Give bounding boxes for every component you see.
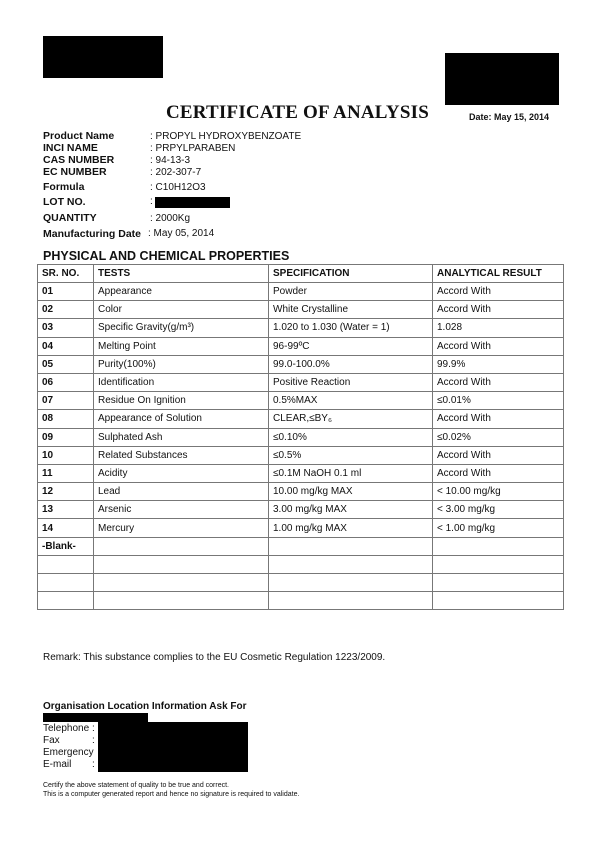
empty-cell bbox=[269, 537, 433, 555]
telephone-colon: : bbox=[92, 723, 95, 734]
result-cell: Accord With bbox=[433, 301, 564, 319]
empty-cell bbox=[94, 592, 269, 610]
spec-cell: ≤0.1M NaOH 0.1 ml bbox=[269, 464, 433, 482]
empty-cell bbox=[94, 537, 269, 555]
section-title: PHYSICAL AND CHEMICAL PROPERTIES bbox=[43, 249, 290, 263]
result-cell: Accord With bbox=[433, 464, 564, 482]
email-label: E-mail bbox=[43, 759, 72, 770]
empty-cell bbox=[38, 592, 94, 610]
empty-cell bbox=[94, 555, 269, 573]
spec-cell: ≤0.5% bbox=[269, 446, 433, 464]
table-header-row bbox=[38, 265, 564, 283]
sr-no-cell: 13 bbox=[38, 501, 94, 519]
cas-number-value: : 94-13-3 bbox=[150, 155, 191, 166]
table-row bbox=[38, 446, 564, 464]
table-row bbox=[38, 501, 564, 519]
test-cell: Arsenic bbox=[94, 501, 269, 519]
spec-cell: White Crystalline bbox=[269, 301, 433, 319]
result-cell: < 1.00 mg/kg bbox=[433, 519, 564, 537]
formula-value: : C10H12O3 bbox=[150, 182, 206, 193]
spec-cell: 96-99ºC bbox=[269, 337, 433, 355]
table-row bbox=[38, 319, 564, 337]
test-cell: Mercury bbox=[94, 519, 269, 537]
sr-no-cell: 03 bbox=[38, 319, 94, 337]
sr-no-cell: 08 bbox=[38, 410, 94, 428]
ec-number-value: : 202-307-7 bbox=[150, 167, 202, 178]
table-row-empty bbox=[38, 574, 564, 592]
table-row bbox=[38, 428, 564, 446]
result-cell: Accord With bbox=[433, 446, 564, 464]
table-row bbox=[38, 301, 564, 319]
test-cell: Appearance bbox=[94, 283, 269, 301]
table-row bbox=[38, 392, 564, 410]
product-name-value: : PROPYL HYDROXYBENZOATE bbox=[150, 131, 302, 142]
table-row bbox=[38, 355, 564, 373]
redacted-contact-details bbox=[98, 722, 248, 772]
remark-text: Remark: This substance complies to the EU Cosmetic Regulation 1223/2009. bbox=[43, 652, 386, 663]
column-header-specification: SPECIFICATION bbox=[269, 265, 433, 283]
sr-no-cell: 01 bbox=[38, 283, 94, 301]
computer-generated-notice: This is a computer generated report and hence no signature is required to validate. bbox=[43, 791, 300, 798]
sr-no-cell: 07 bbox=[38, 392, 94, 410]
redacted-logo-right bbox=[445, 53, 559, 105]
spec-cell: Powder bbox=[269, 283, 433, 301]
test-cell: Sulphated Ash bbox=[94, 428, 269, 446]
test-cell: Lead bbox=[94, 483, 269, 501]
table-row-blank bbox=[38, 537, 564, 555]
result-cell: ≤0.02% bbox=[433, 428, 564, 446]
sr-no-cell: 14 bbox=[38, 519, 94, 537]
manufacturing-date-label: Manufacturing Date bbox=[43, 228, 142, 240]
result-cell: Accord With bbox=[433, 337, 564, 355]
test-cell: Acidity bbox=[94, 464, 269, 482]
empty-cell bbox=[94, 574, 269, 592]
spec-cell: 3.00 mg/kg MAX bbox=[269, 501, 433, 519]
table-row-empty bbox=[38, 555, 564, 573]
lot-number-value: : bbox=[150, 196, 153, 207]
fax-colon: : bbox=[92, 735, 95, 746]
spec-cell: ≤0.10% bbox=[269, 428, 433, 446]
redacted-lot-number bbox=[155, 197, 230, 208]
empty-cell bbox=[433, 592, 564, 610]
email-colon: : bbox=[92, 759, 95, 770]
result-cell: < 3.00 mg/kg bbox=[433, 501, 564, 519]
result-cell: 99.9% bbox=[433, 355, 564, 373]
spec-cell: 99.0-100.0% bbox=[269, 355, 433, 373]
empty-cell bbox=[433, 555, 564, 573]
test-cell: Color bbox=[94, 301, 269, 319]
certify-statement: Certify the above statement of quality to be true and correct. bbox=[43, 782, 229, 789]
spec-cell: Positive Reaction bbox=[269, 373, 433, 391]
spec-cell: 10.00 mg/kg MAX bbox=[269, 483, 433, 501]
empty-cell bbox=[38, 574, 94, 592]
result-cell: < 10.00 mg/kg bbox=[433, 483, 564, 501]
sr-no-cell: 12 bbox=[38, 483, 94, 501]
manufacturing-date-value: : May 05, 2014 bbox=[148, 228, 215, 239]
table-row bbox=[38, 283, 564, 301]
sr-no-cell: 06 bbox=[38, 373, 94, 391]
emergency-label: Emergency bbox=[43, 747, 94, 758]
table-row-empty bbox=[38, 592, 564, 610]
sr-no-cell: 02 bbox=[38, 301, 94, 319]
sr-no-cell: 04 bbox=[38, 337, 94, 355]
test-cell: Related Substances bbox=[94, 446, 269, 464]
quantity-value: : 2000Kg bbox=[150, 213, 191, 224]
spec-cell: CLEAR,≤BY₆ bbox=[269, 410, 433, 428]
properties-table bbox=[37, 264, 564, 610]
product-name-label: Product Name bbox=[43, 130, 115, 142]
document-date: Date: May 15, 2014 bbox=[469, 112, 550, 122]
test-cell: Melting Point bbox=[94, 337, 269, 355]
result-cell: Accord With bbox=[433, 410, 564, 428]
empty-cell bbox=[269, 574, 433, 592]
test-cell: Purity(100%) bbox=[94, 355, 269, 373]
inci-name-label: INCI NAME bbox=[43, 142, 98, 154]
empty-cell bbox=[433, 537, 564, 555]
test-cell: Specific Gravity(g/m³) bbox=[94, 319, 269, 337]
quantity-label: QUANTITY bbox=[43, 212, 97, 224]
table-row bbox=[38, 410, 564, 428]
table-row bbox=[38, 337, 564, 355]
inci-name-value: : PRPYLPARABEN bbox=[150, 143, 236, 154]
redacted-organisation-name bbox=[43, 713, 148, 722]
blank-marker-cell: -Blank- bbox=[38, 537, 94, 555]
organisation-title: Organisation Location Information Ask For bbox=[43, 701, 247, 712]
table-row bbox=[38, 519, 564, 537]
redacted-logo-left bbox=[43, 36, 163, 78]
result-cell: Accord With bbox=[433, 283, 564, 301]
document-title: CERTIFICATE OF ANALYSIS bbox=[166, 102, 429, 123]
result-cell: 1.028 bbox=[433, 319, 564, 337]
empty-cell bbox=[269, 555, 433, 573]
empty-cell bbox=[38, 555, 94, 573]
column-header-tests: TESTS bbox=[94, 265, 269, 283]
test-cell: Residue On Ignition bbox=[94, 392, 269, 410]
table-row bbox=[38, 373, 564, 391]
sr-no-cell: 11 bbox=[38, 464, 94, 482]
table-row bbox=[38, 464, 564, 482]
result-cell: ≤0.01% bbox=[433, 392, 564, 410]
column-header-sr-no: SR. NO. bbox=[38, 265, 94, 283]
sr-no-cell: 09 bbox=[38, 428, 94, 446]
telephone-label: Telephone bbox=[43, 723, 90, 734]
result-cell: Accord With bbox=[433, 373, 564, 391]
empty-cell bbox=[433, 574, 564, 592]
cas-number-label: CAS NUMBER bbox=[43, 154, 115, 166]
formula-label: Formula bbox=[43, 181, 85, 193]
sr-no-cell: 05 bbox=[38, 355, 94, 373]
empty-cell bbox=[269, 592, 433, 610]
spec-cell: 1.00 mg/kg MAX bbox=[269, 519, 433, 537]
fax-label: Fax bbox=[43, 735, 60, 746]
lot-number-label: LOT NO. bbox=[43, 196, 86, 208]
spec-cell: 1.020 to 1.030 (Water = 1) bbox=[269, 319, 433, 337]
column-header-analytical-result: ANALYTICAL RESULT bbox=[433, 265, 564, 283]
table-row bbox=[38, 483, 564, 501]
sr-no-cell: 10 bbox=[38, 446, 94, 464]
ec-number-label: EC NUMBER bbox=[43, 166, 107, 178]
test-cell: Identification bbox=[94, 373, 269, 391]
spec-cell: 0.5%MAX bbox=[269, 392, 433, 410]
test-cell: Appearance of Solution bbox=[94, 410, 269, 428]
